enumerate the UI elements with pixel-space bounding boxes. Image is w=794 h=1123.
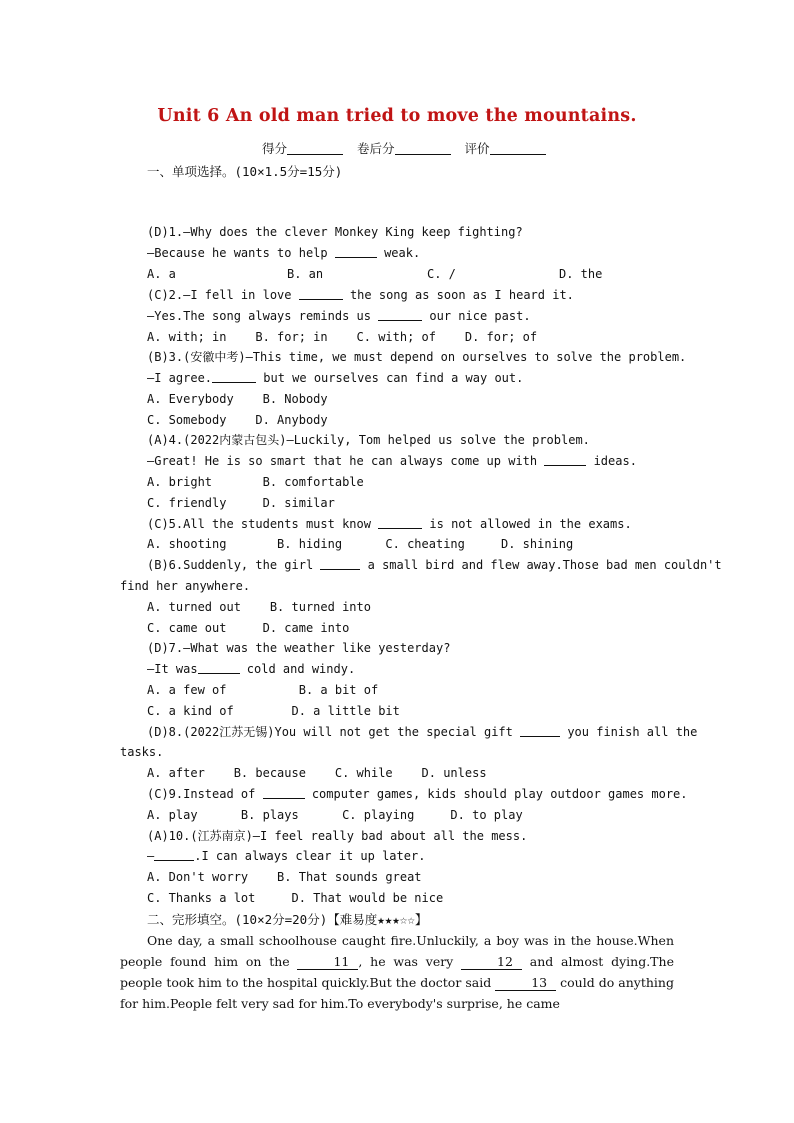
evaluation-blank[interactable] [490,142,546,155]
question-3-stem: (B)3.(安徽中考)—This time, we must depend on ourselves to solve the problem. [147,350,687,364]
question-8-options[interactable]: A. after B. because C. while D. unless [147,766,487,780]
question-10-options-row-2[interactable]: C. Thanks a lot D. That would be nice [147,891,444,905]
question-1-reply: —Because he wants to help weak. [147,246,421,260]
answer-blank [299,288,343,300]
question-1-option-d[interactable]: D. the [559,267,603,281]
question-10-reply: — .I can always clear it up later. [147,849,426,863]
cloze-passage: One day, a small schoolhouse caught fire.Unluckily, a boy was in the house.When people found him on the 11 , he was very 12 and almost dying.The people took him to the hospital quickly.But the doctor said 13 could do anything for him.People felt very sad for him.To everybody's surprise, he came [120,933,674,1011]
question-3-reply: —I agree. but we ourselves can find a way out. [147,371,524,385]
answer-blank [320,558,360,570]
question-10-options-row-1[interactable]: A. Don't worry B. That sounds great [147,870,422,884]
answer-blank [154,849,194,861]
question-8-stem: (D)8.(2022江苏无锡)You will not get the special gift you finish all the [147,725,698,739]
cloze-blank-12[interactable]: 12 [461,955,522,970]
question-9-options[interactable]: A. play B. plays C. playing D. to play [147,808,523,822]
question-5-options[interactable]: A. shooting B. hiding C. cheating D. shining [147,537,574,551]
question-4-options-row-2[interactable]: C. friendly D. similar [147,496,335,510]
score-blank[interactable] [287,142,343,155]
question-6-options-row-2[interactable]: C. came out D. came into [147,621,350,635]
question-1-option-b[interactable]: B. an [287,267,324,281]
answer-blank [544,454,586,466]
question-1-option-c[interactable]: C. / [427,267,456,281]
question-6-stem: (B)6.Suddenly, the girl a small bird and flew away.Those bad men couldn't [147,558,722,572]
answer-blank [198,662,240,674]
answer-blank [212,371,256,383]
question-6-options-row-1[interactable]: A. turned out B. turned into [147,600,371,614]
answer-blank [378,309,422,321]
question-2-options[interactable]: A. with; in B. for; in C. with; of D. for; of [147,330,538,344]
question-5-stem: (C)5.All the students must know is not allowed in the exams. [147,517,632,531]
cloze-blank-11[interactable]: 11 [297,955,358,970]
section-heading-single-choice: 一、单项选择。(10×1.5分=15分) [147,164,343,179]
page-title: Unit 6 An old man tried to move the mountains. [157,106,637,126]
answer-blank [263,787,305,799]
question-4-stem: (A)4.(2022内蒙古包头)—Luckily, Tom helped us solve the problem. [147,433,590,447]
score-label: 得分 [262,141,288,156]
question-6-stem-continued: find her anywhere. [120,579,251,593]
score-line [262,139,560,157]
answer-blank [378,517,422,529]
question-1-option-a[interactable]: A. a [147,267,176,281]
answer-blank [335,246,377,258]
question-9-stem: (C)9.Instead of computer games, kids should play outdoor games more. [147,787,688,801]
final-score-label: 卷后分 [357,141,395,156]
evaluation-label: 评价 [464,141,490,156]
answer-blank [520,725,560,737]
question-3-options-row-1[interactable]: A. Everybody B. Nobody [147,392,328,406]
question-4-reply: —Great! He is so smart that he can always come up with ideas. [147,454,637,468]
question-7-options-row-2[interactable]: C. a kind of D. a little bit [147,704,400,718]
question-10-stem: (A)10.(江苏南京)—I feel really bad about all the mess. [147,829,528,843]
question-4-options-row-1[interactable]: A. bright B. comfortable [147,475,364,489]
question-2-stem: (C)2.—I fell in love the song as soon as I heard it. [147,288,574,302]
question-1-stem: (D)1.—Why does the clever Monkey King keep fighting? [147,225,523,239]
question-3-options-row-2[interactable]: C. Somebody D. Anybody [147,413,328,427]
final-score-blank[interactable] [395,142,451,155]
question-7-options-row-1[interactable]: A. a few of B. a bit of [147,683,379,697]
section-heading-cloze: 二、完形填空。(10×2分=20分)【难易度★★★☆☆】 [147,912,428,927]
question-2-reply: —Yes.The song always reminds us our nice past. [147,309,531,323]
question-7-stem: (D)7.—What was the weather like yesterday? [147,641,451,655]
question-8-stem-continued: tasks. [120,745,164,759]
cloze-blank-13[interactable]: 13 [495,976,556,991]
question-7-reply: —It was cold and windy. [147,662,356,676]
